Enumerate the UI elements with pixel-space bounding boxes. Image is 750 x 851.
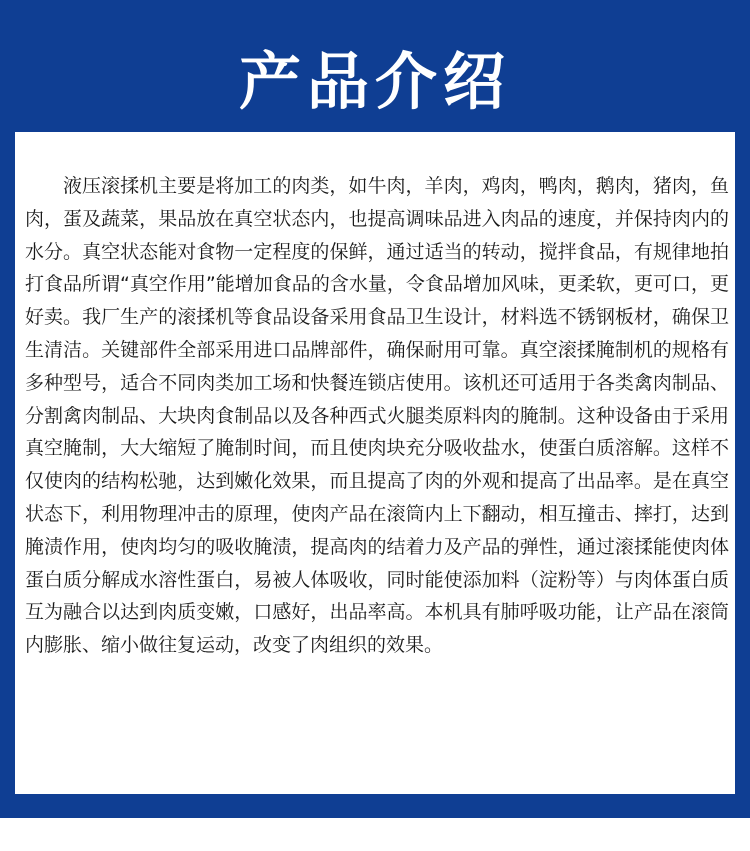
- product-description: 液压滚揉机主要是将加工的肉类，如牛肉，羊肉，鸡肉，鸭肉，鹅肉，猪肉，鱼肉，蛋及蔬菜，果品放在真空状态内，也提高调味品进入肉品的速度，并保持肉内的水分。真空状态能对食物一定程度的保鲜，通过适当的转动，搅拌食品，有规律地拍打食品所谓“真空作用”能增加食品的含水量，令食品增加风味，更柔软，更可口，更好卖。我厂生产的滚揉机等食品设备采用食品卫生设计，材料选不锈钢板材，确保卫生清洁。关键部件全部采用进口品牌部件，确保耐用可靠。真空滚揉腌制机的规格有多种型号，适合不同肉类加工场和快餐连锁店使用。该机还可适用于各类禽肉制品、分割禽肉制品、大块肉食制品以及各种西式火腿类原料肉的腌制。这种设备由于采用真空腌制，大大缩短了腌制时间，而且使肉块充分吸收盐水，使蛋白质溶解。这样不仅使肉的结构松驰，达到嫩化效果，而且提高了肉的外观和提高了出品率。是在真空状态下，利用物理冲击的原理，使肉产品在滚筒内上下翻动，相互撞击、摔打，达到腌渍作用，使肉均匀的吸收腌渍，提高肉的结着力及产品的弹性，通过滚揉能使肉体蛋白质分解成水溶性蛋白，易被人体吸收，同时能使添加料（淀粉等）与肉体蛋白质互为融合以达到肉质变嫩，口感好，出品率高。本机具有肺呼吸功能，让产品在滚筒内膨胀、缩小做往复运动，改变了肉组织的效果。: [25, 175, 729, 657]
- content-panel: [15, 132, 735, 794]
- page-title: 产品介绍: [238, 45, 511, 118]
